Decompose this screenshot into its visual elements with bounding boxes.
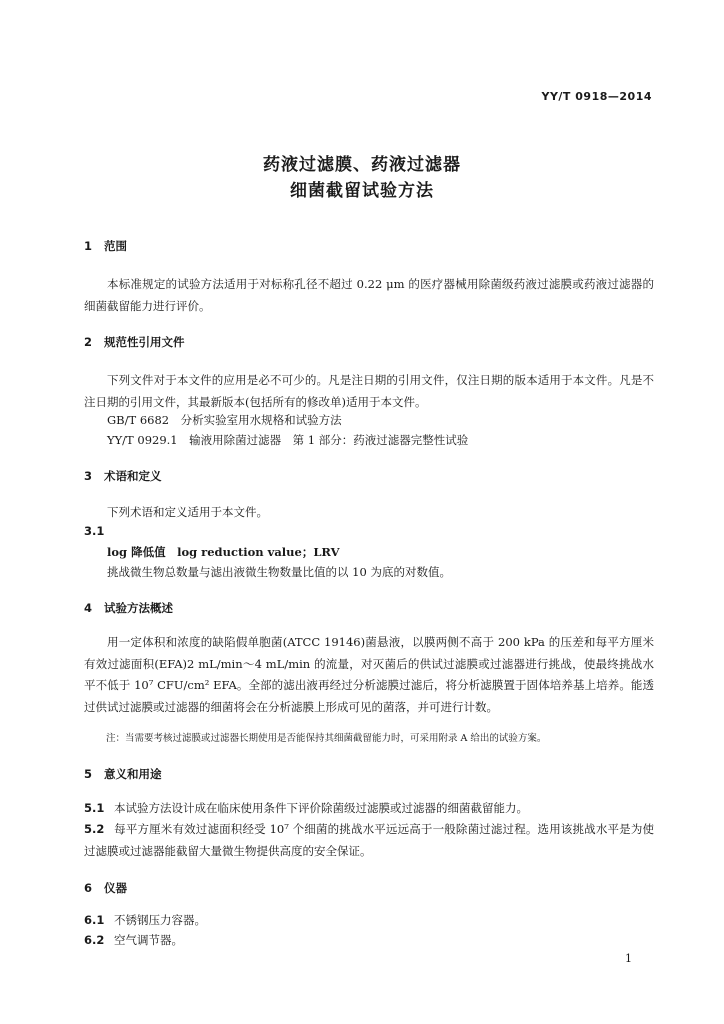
document-title-line1: 药液过滤膜、药液过滤器 — [263, 155, 461, 175]
section-number: 6 — [84, 881, 93, 895]
clause-5-1 — [84, 798, 654, 820]
term-number: 3.1 — [84, 524, 105, 538]
section-2-paragraph: 下列文件对于本文件的应用是必不可少的。凡是注日期的引用文件，仅注日期的版本适用于本文件。凡是不注日期的引用文件，其最新版本(包括所有的修改单)适用于本文件。 — [84, 373, 654, 409]
section-title: 仪器 — [104, 881, 127, 895]
clause-number: 6.1 — [84, 913, 105, 927]
clause-number: 6.2 — [84, 933, 105, 947]
section-title: 范围 — [104, 239, 127, 253]
standard-code: YY/T 0918—2014 — [541, 90, 652, 103]
reference-yyt-0929-1: YY/T 0929.1 输液用除菌过滤器 第 1 部分：药液过滤器完整性试验 — [107, 433, 469, 447]
clause-5-2 — [84, 819, 654, 862]
section-title: 试验方法概述 — [104, 601, 173, 615]
clause-text: 本试验方法设计成在临床使用条件下评价除菌级过滤膜或过滤器的细菌截留能力。 — [114, 801, 528, 815]
section-4-heading — [84, 600, 173, 616]
clause-text: 空气调节器。 — [114, 933, 183, 947]
section-2-heading — [84, 334, 185, 350]
section-4-note: 注：当需要考核过滤膜或过滤器长期使用是否能保持其细菌截留能力时，可采用附录 A 给出的试验方案。 — [106, 733, 547, 744]
section-title: 术语和定义 — [104, 469, 162, 483]
clause-text: 每平方厘米有效过滤面积经受 10⁷ 个细菌的挑战水平远远高于一般除菌过滤过程。选用该挑战水平是为使过滤膜或过滤器能截留大量微生物提供高度的安全保证。 — [84, 822, 654, 858]
clause-text: 不锈钢压力容器。 — [114, 913, 206, 927]
section-4-paragraph: 用一定体积和浓度的缺陷假单胞菌(ATCC 19146)菌悬液，以膜两侧不高于 200 kPa 的压差和每平方厘米有效过滤面积(EFA)2 mL/min～4 mL/min 的流量，对灭菌后的供试过滤膜或过滤器进行挑战，使最终挑战水平不低于 10⁷ CFU/cm² EFA。全部的滤出液再经过分析滤膜过滤后，将分析滤膜置于固体培养基上培养。能透过供试过滤膜或过滤器的细菌将会在分析滤膜上形成可见的菌落，并可进行计数。 — [84, 635, 654, 714]
term-definition: 挑战微生物总数量与滤出液微生物数量比值的以 10 为底的对数值。 — [107, 565, 451, 579]
section-1-paragraph: 本标准规定的试验方法适用于对标称孔径不超过 0.22 μm 的医疗器械用除菌级药液过滤膜或药液过滤器的细菌截留能力进行评价。 — [84, 277, 654, 313]
section-number: 4 — [84, 601, 93, 615]
section-5-heading — [84, 766, 162, 782]
clause-number: 5.1 — [84, 801, 105, 815]
section-number: 2 — [84, 335, 93, 349]
section-6-heading — [84, 880, 127, 896]
page-number: 1 — [625, 952, 632, 965]
section-1-heading — [84, 238, 127, 254]
section-3-heading — [84, 468, 162, 484]
section-number: 3 — [84, 469, 93, 483]
terms-intro: 下列术语和定义适用于本文件。 — [107, 505, 268, 519]
clause-6-1 — [84, 910, 654, 932]
term-name: log 降低值 log reduction value；LRV — [107, 545, 340, 559]
section-number: 1 — [84, 239, 93, 253]
reference-gbt-6682: GB/T 6682 分析实验室用水规格和试验方法 — [107, 413, 342, 427]
clause-6-2 — [84, 930, 654, 952]
section-title: 规范性引用文件 — [104, 335, 185, 349]
clause-number: 5.2 — [84, 822, 105, 836]
document-title-line2: 细菌截留试验方法 — [290, 181, 434, 201]
section-number: 5 — [84, 767, 93, 781]
section-title: 意义和用途 — [104, 767, 162, 781]
